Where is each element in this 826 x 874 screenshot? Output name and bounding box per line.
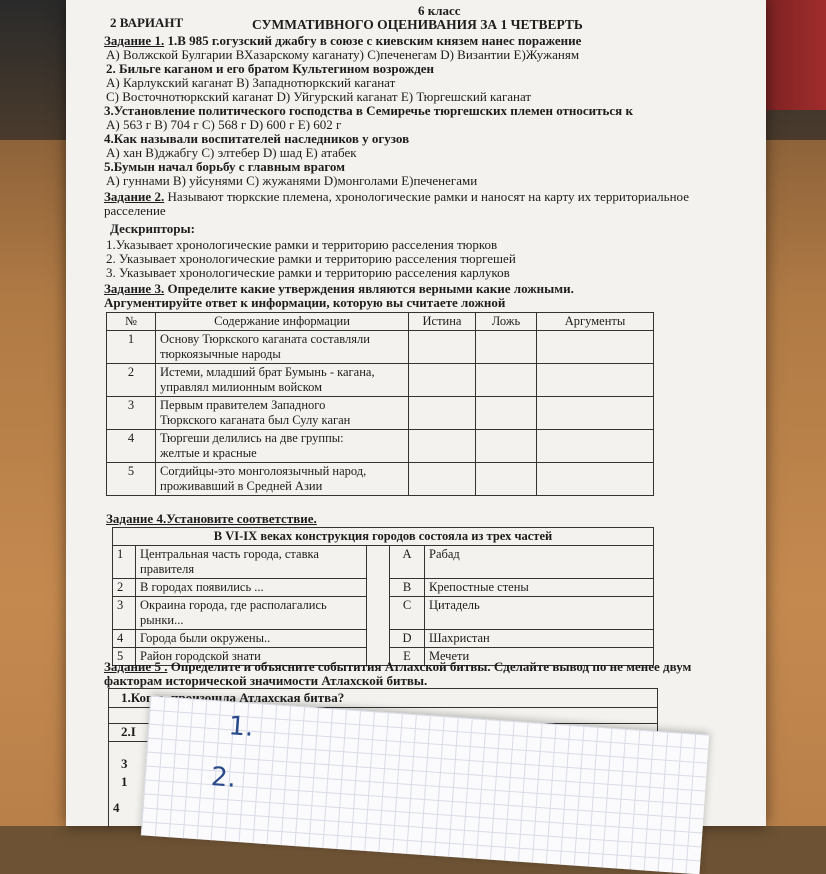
right-text: Крепостные стены [425,579,654,597]
task4-table-title: В VI-IX веках конструкция городов состояла из трех частей [113,528,654,546]
true-cell[interactable] [409,364,476,397]
right-text: Рабад [425,546,654,579]
right-letter: В [390,579,425,597]
true-cell[interactable] [409,430,476,463]
task5-text2: факторам исторической значимости Атлахской битвы. [104,673,428,688]
task5-question2: 2.I [121,724,136,739]
false-cell[interactable] [476,430,537,463]
spacer [367,630,390,648]
row-content-line2: Тюркского каганата был Сулу каган [160,413,351,427]
grade-label: 6 класс [418,3,461,18]
col-header-number: № [107,313,156,331]
row-content-line1: Первым правителем Западного [160,398,326,412]
task1-q1-text: 1.В 985 г.огузский джабгу в союзе с киевским князем нанес поражение [167,33,582,48]
task5-text [104,660,691,674]
row-content-line1: Согдийцы-это монголоязычный народ, [160,464,367,478]
right-letter: D [390,630,425,648]
row-number: 5 [107,463,156,496]
right-letter: Е [390,648,425,666]
task4-table [112,527,654,666]
spacer [367,579,390,597]
left-number: 4 [113,630,136,648]
task1-answers3: А) 563 г В) 704 г С) 568 г D) 600 г Е) 602 г [106,117,342,132]
col-header-content: Содержание информации [156,313,409,331]
row-content [156,331,409,364]
table-row [107,397,654,430]
row-content-line1: Истеми, младший брат Бумынь - кагана, [160,365,375,379]
task1-question5: 5.Бумын начал борьбу с главным врагом [104,159,346,174]
col-header-arguments: Аргументы [537,313,654,331]
argument-cell[interactable] [537,430,654,463]
false-cell[interactable] [476,397,537,430]
left-number: 1 [113,546,136,579]
right-text: Мечети [425,648,654,666]
row-content [156,364,409,397]
row-content-line2: желтые и красные [160,446,257,460]
task1-question2: 2. Бильге каганом и его братом Культегином возрожден [106,61,435,76]
right-text: Цитадель [425,597,654,630]
right-letter: А [390,546,425,579]
table-row [107,463,654,496]
true-cell[interactable] [409,463,476,496]
task1-question3: 3.Установление политического господства в Семиречье тюргешских племен относиться к [104,103,633,118]
left-text: Города были окружены.. [136,630,367,648]
page-title: СУММАТИВНОГО ОЦЕНИВАНИЯ ЗА 1 ЧЕТВЕРТЬ [252,17,583,32]
row-content-line2: проживавший в Средней Азии [160,479,323,493]
task2-text [104,190,689,204]
descriptor-3: 3. Указывает хронологические рамки и территорию расселения карлуков [106,265,510,280]
table-row [107,430,654,463]
task3-text [104,282,574,296]
task4-label-text: Задание 4.Установите соответствие. [106,511,317,526]
row-content [156,397,409,430]
task1-label: Задание 1. [104,33,165,48]
table-row [107,364,654,397]
task1-answers1: А) Волжской Булгарии ВХазарскому каганату) С)печенегам D) Византии Е)Жужаням [106,47,580,62]
argument-cell[interactable] [537,397,654,430]
true-cell[interactable] [409,397,476,430]
table-row [107,331,654,364]
table-row [113,597,654,630]
task4-label [106,512,317,526]
col-header-false: Ложь [476,313,537,331]
left-number: 2 [113,579,136,597]
task2-text2: расселение [104,203,166,218]
task1-answers5: А) гуннами В) уйсунями С) жужанями D)монголами Е)печенегами [106,173,478,188]
false-cell[interactable] [476,364,537,397]
row-content-line1: Тюргеши делились на две группы: [160,431,344,445]
descriptors-title: Дескрипторы: [110,221,195,236]
task5-label: Задание 5 . [104,659,168,674]
descriptor-2: 2. Указывает хронологические рамки и территорию расселения тюргешей [106,251,516,266]
row-number: 4 [107,430,156,463]
argument-cell[interactable] [537,364,654,397]
table-row [113,546,654,579]
row-number: 1 [107,331,156,364]
task5-question1: 1.Когда, произошла Атлахская битва? [121,690,345,705]
task5-question3b: 1 [121,774,128,789]
table-row [113,579,654,597]
task3-text1: Определите какие утверждения являются верными какие ложными. [164,281,574,296]
left-text: Центральная часть города, ставка правителя [136,546,367,579]
handwritten-number-1: 1. [227,711,255,743]
task2-label: Задание 2. [104,189,165,204]
right-text: Шахристан [425,630,654,648]
spacer [367,546,390,579]
left-number: 5 [113,648,136,666]
left-text: Окраина города, где располагались рынки... [136,597,367,630]
task3-label: Задание 3. [104,281,165,296]
task1-answers2b: С) Восточнотюркский каганат D) Уйгурский каганат Е) Тюргешский каганат [106,89,532,104]
row-number: 2 [107,364,156,397]
spacer [367,597,390,630]
task1-question4: 4.Как называли воспитателей наследников у огузов [104,131,410,146]
task2-text1: Называют тюркские племена, хронологические рамки и наносят на карту их территориальное [164,189,689,204]
right-letter: С [390,597,425,630]
task3-table [106,312,654,496]
task3-text2: Аргументируйте ответ к информации, которую вы считаете ложной [104,295,506,310]
task1-answers2a: А) Карлукский каганат В) Западнотюркский каганат [106,75,396,90]
task1-question1 [104,34,581,48]
argument-cell[interactable] [537,463,654,496]
task5-question4: 4 [113,800,120,815]
true-cell[interactable] [409,331,476,364]
row-content [156,463,409,496]
task5-text1: Определите и объясните событития Атлахской битвы. Сделайте вывод по не менее двум [167,659,692,674]
col-header-true: Истина [409,313,476,331]
argument-cell[interactable] [537,331,654,364]
row-content-line2: тюркоязычные народы [160,347,281,361]
row-content-line1: Основу Тюркского каганата составляли [160,332,370,346]
left-text: Район городской знати [136,648,367,666]
row-content-line2: управлял милионным войском [160,380,323,394]
left-number: 3 [113,597,136,630]
task1-answers4: А) хан В)джабгу С) элтебер D) шад Е) атабек [106,145,357,160]
left-text: В городах появились ... [136,579,367,597]
task5-question3: 3 [121,756,128,771]
false-cell[interactable] [476,463,537,496]
variant-label: 2 ВАРИАНТ [110,15,184,30]
table-row [113,630,654,648]
descriptor-1: 1.Указывает хронологические рамки и территорию расселения тюрков [106,237,498,252]
handwritten-number-2: 2. [209,762,237,794]
row-number: 3 [107,397,156,430]
false-cell[interactable] [476,331,537,364]
row-content [156,430,409,463]
